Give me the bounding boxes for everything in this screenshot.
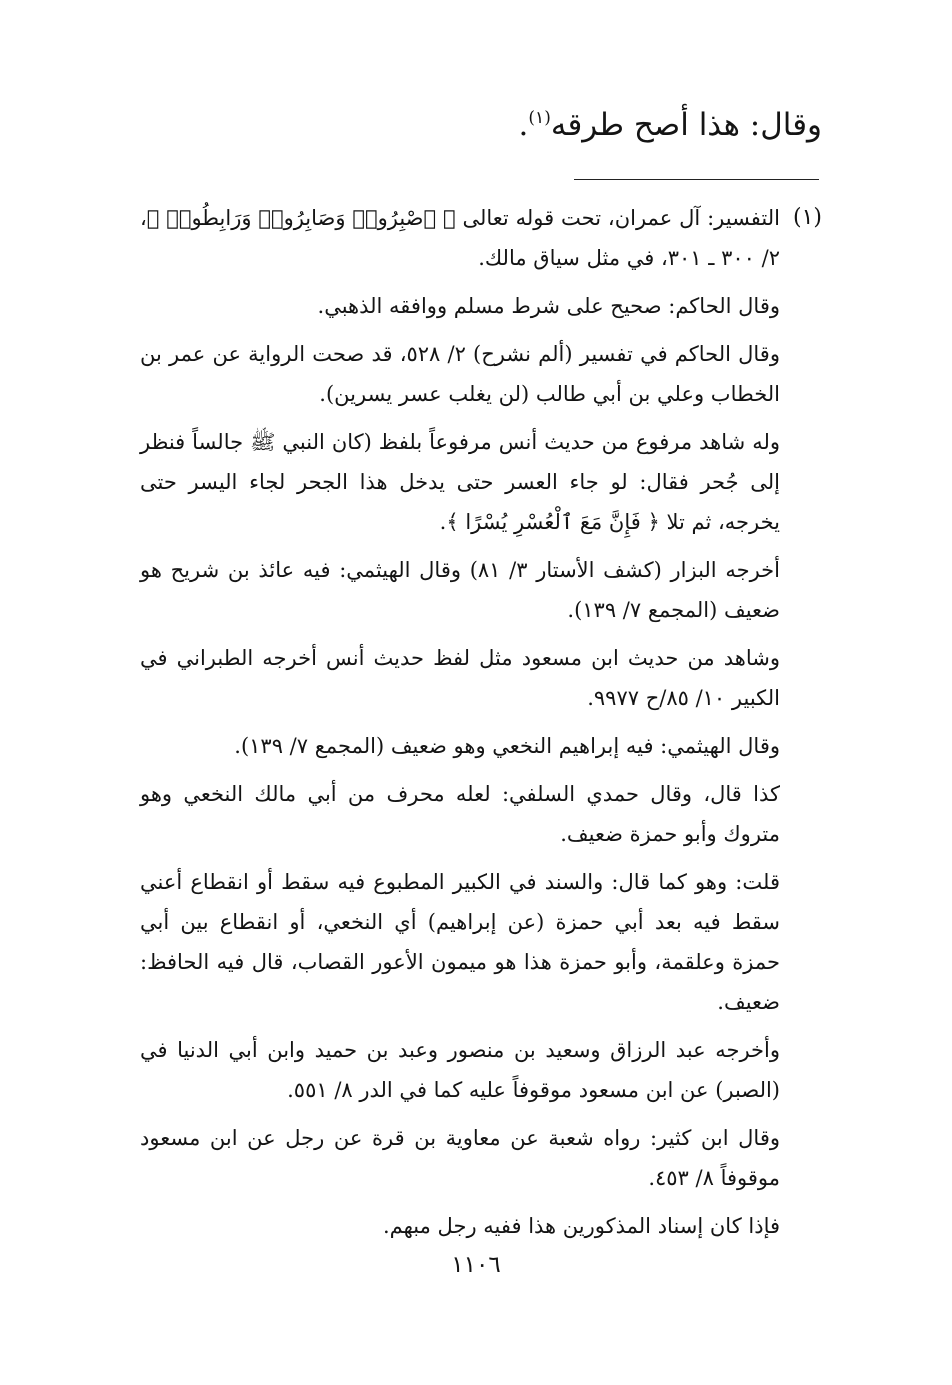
main-text-line [122,98,822,145]
footnote-paragraph: قلت: وهو كما قال: والسند في الكبير المطبوع فيه سقط أو انقطاع أعني سقط فيه بعد أبي حمزة (عن إبراهيم) أي النخعي، أو انقطاع بين أبي حمزة وعلقمة، وأبو حمزة هذا هو ميمون الأعور القصاب، قال فيه الحافظ: ضعيف. [140,870,780,1014]
footnote-paragraph: وقال الحاكم: صحيح على شرط مسلم ووافقه الذهبي. [317,294,780,318]
footnote-paragraph: وقال ابن كثير: رواه شعبة عن معاوية بن قرة عن رجل عن ابن مسعود موقوفاً ٨/ ٤٥٣. [140,1126,780,1190]
footnote-paragraph: التفسير: آل عمران، تحت قوله تعالى ﴿ ٱصْبِرُوا۟ وَصَابِرُوا۟ وَرَابِطُوا۟ ﴾، ٢/ ٣٠٠ ـ ٣٠١، في مثل سياق مالك. [140,206,780,270]
footnote-paragraph: كذا قال، وقال حمدي السلفي: لعله محرف من أبي مالك النخعي وهو متروك وأبو حمزة ضعيف. [140,782,780,846]
footnote-paragraph: أخرجه البزار (كشف الأستار ٣/ ٨١) وقال الهيثمي: فيه عائذ بن شريح هو ضعيف (المجمع ٧/ ١٣٩). [140,558,780,622]
footnote-paragraph: وأخرجه عبد الرزاق وسعيد بن منصور وعبد بن حميد وابن أبي الدنيا في (الصبر) عن ابن مسعود موقوفاً عليه كما في الدر ٨/ ٥٥١. [140,1038,780,1102]
footnote-paragraph: وله شاهد مرفوع من حديث أنس مرفوعاً بلفظ (كان النبي ﷺ جالساً فنظر إلى جُحر فقال: لو جاء العسر حتى يدخل هذا الجحر لجاء اليسر حتى يخرجه، ثم تلا ﴿ فَإِنَّ مَعَ ٱلْعُسْرِ يُسْرًا ﴾. [140,430,780,534]
footnote-number: (١) [792,205,822,230]
footnote-reference[interactable]: (١) [528,108,551,128]
footnote-paragraph: وقال الحاكم في تفسير (ألم نشرح) ٢/ ٥٢٨، قد صحت الرواية عن عمر بن الخطاب وعلي بن أبي طالب (لن يغلب عسر يسرين). [140,342,780,406]
footnote-body [140,198,780,1254]
footnote-paragraph: وقال الهيثمي: فيه إبراهيم النخعي وهو ضعيف (المجمع ٧/ ١٣٩). [234,734,780,758]
main-text-period: . [518,107,529,143]
footnote-paragraph: فإذا كان إسناد المذكورين هذا ففيه رجل مبهم. [382,1214,780,1238]
main-text: وقال: هذا أصح طرقه [550,107,822,143]
footnote-divider [574,179,819,180]
footnote-paragraph: وشاهد من حديث ابن مسعود مثل لفظ حديث أنس أخرجه الطبراني في الكبير ١٠/ ٨٥/ح ٩٩٧٧. [140,646,780,710]
page-number: ١١٠٦ [451,1252,501,1278]
